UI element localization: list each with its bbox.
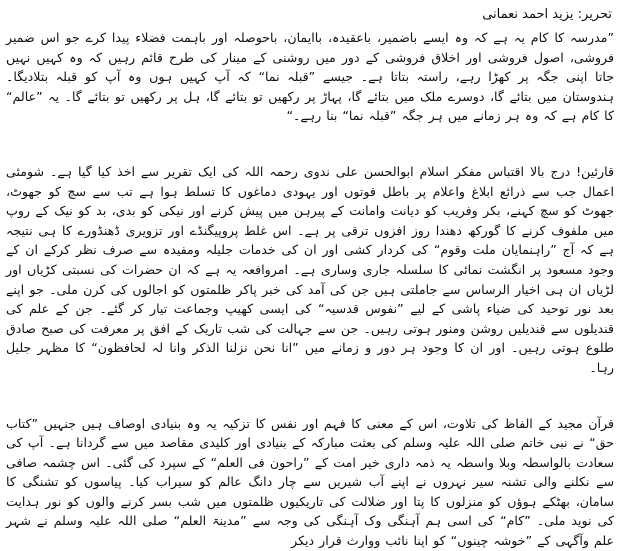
quote-paragraph: ”مدرسہ کا کام یہ ہے کہ وہ ایسے باضمیر، باعقیدہ، باایمان، باحوصلہ اور باہمت فضلاء پیدا کرے جو اس ضمیر فروشی، اصول فروشی اور اخلاق فروشی کے دور میں روشنی کے مینار کی طرح قائم رہیں کہ وہ کہیں نہیں جاتا اپنی جگہ پر کھڑا رہے، راستہ بتاتا ہے۔ جیسے ”قبلہ نما“ کہ آپ کہیں ہوں وہ آپ کو قبلہ بتلادیگا۔ ہندوستان میں بتائے گا، دوسرے ملک میں بتائے گا، پہاڑ پر رکھیں تو بتائے گا، ہل پر رکھیں تو بتائے گا۔ یہ ”عالم“ کا کام ہے کہ وہ ہر زمانے میں ہر جگہ ”قبلہ نما“ بنا رہے۔“: [6, 30, 614, 124]
author-byline: تحریر: یزید احمد نعمانی: [482, 7, 612, 22]
body-paragraph-1: قارئین! درج بالا اقتباس مفکر اسلام ابوالحسن علی ندوی رحمہ اللہ کی ایک تقریر سے اخذ کیا گیا ہے۔ شومئی اعمال جب سے ذرائع ابلاغ واعلام پر باطل قوتوں اور یہودی دماغوں کا تسلط ہوا ہے تب سے سچ کو جھوٹ، جھوٹ کو سچ کہنے، بکر وفریب کو دیانت وامانت کے پیرہن میں پیش کرنے اور نیکی کو بدی، بد کو نیک کے روپ میں ملفوف کرنے کا گورکھ دھندا روز افزوں ترقی پر ہے۔ اس غلط پروپیگنڈے اور تزویری ڈھنڈورے کا ہی نتیجہ ہے کہ آج ”راہنمایان ملت وقوم“ کی کردار کشی اور ان کی خدمات جلیلہ ومفیدہ سے صرف نظر کرکے ان کے وجود مسعود پر انگشت نمائی کا سلسلہ جاری وساری ہے۔ امروافعہ یہ ہے کہ ان حضرات کی نسبتی کڑیاں اور لڑیاں ان ہی اخیار الرساس سے جاملتی ہیں جن کی آمد کی خبر پاکر ظلمتوں کو اجالوں کی کرن ملی۔ جو اپنے بعد نور توحید کی ضیاء پاشی کے لیے ”نفوس قدسیہ“ کی ایسی کھیپ وجماعت تیار کر گئے۔ جن کے علم کی قندیلوں سے قندیلیں روشن ومنور ہوتی رہیں۔ جن سے جہالت کی شب تاریک کے افق پر معرفت کی صبح صادق طلوع ہوتی رہیں۔ اور ان کا وجود ہر دور و زمانے میں ”انا نحن نزلنا الذکر وانا لہ لحافظون“ کا مظہر جلیل رہا۔: [6, 163, 614, 375]
article-page: [6, 2, 614, 549]
body-paragraph-2: قرآن مجید کے الفاظ کی تلاوت، اس کے معنی کا فہم اور نفس کا تزکیہ یہ وہ بنیادی اوصاف ہیں جنہیں ”کتاب حق“ نے نبی خاتم صلی اللہ علیہ وسلم کی بعثت مبارکہ کے بنیادی اور کلیدی مقاصد میں سے گردانا ہے۔ آپ کی سعادت بالواسطہ وبلا واسطہ یہ ذمہ داری خیر امت کے ”راحون فی العلم“ کے سپرد کی گئی۔ اس چشمہ صافی سے نکلنے والی تشنہ سیر نہروں نے اپنے آب شیریں سے چار دانگ عالم کو سیراب کیا۔ پیاسوں کو تشنگی کا سامان، بھٹکے ہوؤں کو منزلوں کا پتا اور ضلالت کی تاریکیوں ظلمتوں میں شب بسر کرنے والوں کو نور ہدایت کی نوید ملی۔ ”کام“ کی اسی ہم آہنگی وک آہنگی کی وجہ سے ”مدینۃ العلم“ صلی اللہ علیہ وسلم نے شہر علم وآگہی کے ”خوشہ چینوں“ کو اپنا نائب ووارث قرار دیکر: [6, 415, 614, 549]
